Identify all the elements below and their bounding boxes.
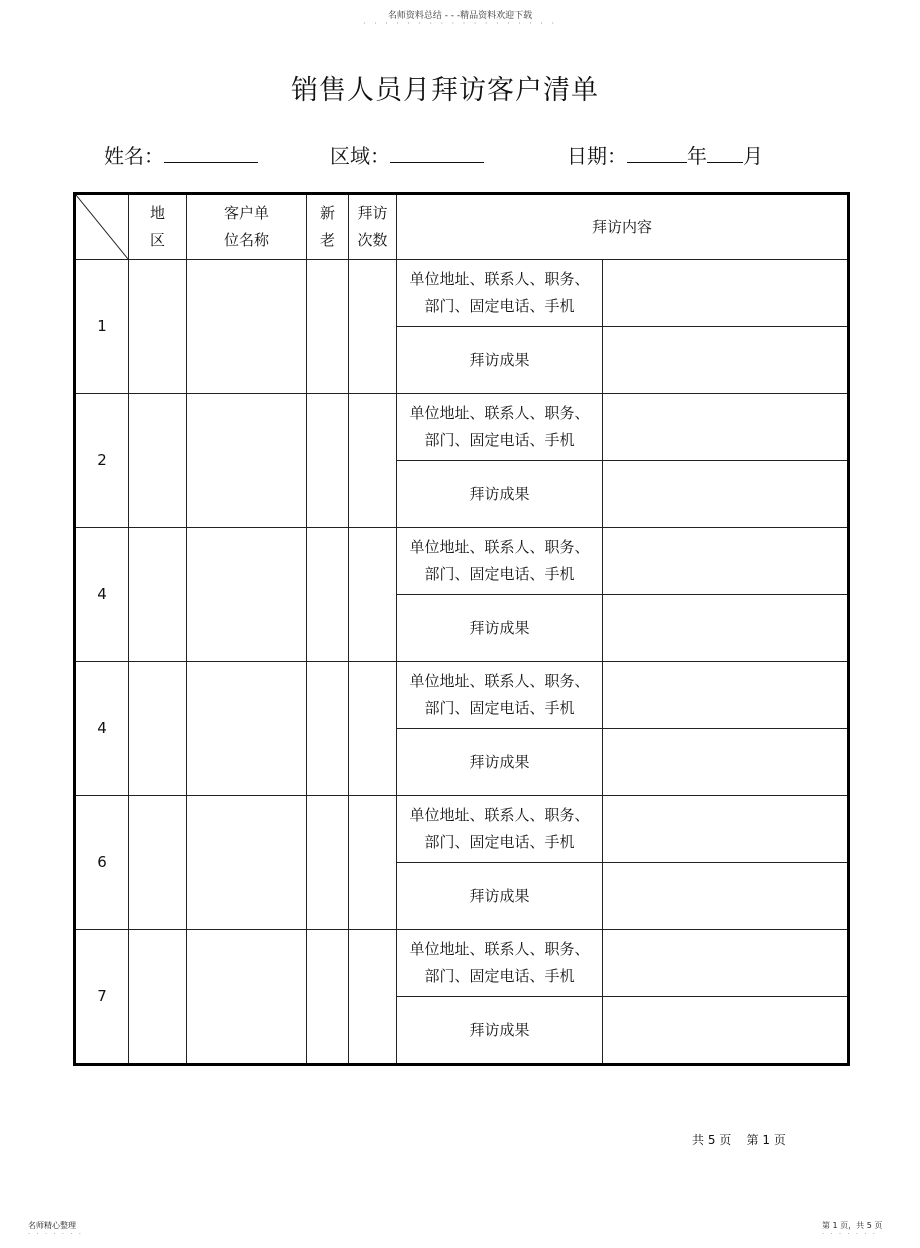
table-row: [75, 662, 849, 729]
result-value-cell[interactable]: [603, 595, 849, 662]
new-old-cell[interactable]: [307, 260, 349, 394]
result-label: 拜访成果: [397, 327, 603, 394]
table-row: [75, 528, 849, 595]
info-value-cell[interactable]: [603, 796, 849, 863]
visits-cell[interactable]: [349, 528, 397, 662]
result-value-cell[interactable]: [603, 327, 849, 394]
info-value-cell[interactable]: [603, 260, 849, 327]
row-number: 2: [75, 394, 129, 528]
page-title: 销售人员月拜访客户清单: [291, 75, 599, 106]
visits-cell[interactable]: [349, 662, 397, 796]
new-old-cell[interactable]: [307, 528, 349, 662]
col-new-old: 新 老: [307, 194, 349, 260]
name-field: [104, 140, 258, 169]
info-label: 单位地址、联系人、职务、 部门、固定电话、手机: [397, 662, 603, 729]
visits-cell[interactable]: [349, 394, 397, 528]
client-cell[interactable]: [187, 662, 307, 796]
col-visits: 拜访 次数: [349, 194, 397, 260]
client-cell[interactable]: [187, 394, 307, 528]
table-row: [75, 930, 849, 997]
col-client: 客户单 位名称: [187, 194, 307, 260]
table-header-row: [75, 194, 849, 260]
visit-table: [73, 192, 850, 1066]
table-row: [75, 394, 849, 461]
info-value-cell[interactable]: [603, 528, 849, 595]
header-note: 名师资料总结 - - -精品资料欢迎下载: [387, 11, 533, 21]
result-value-cell[interactable]: [603, 863, 849, 930]
region-cell[interactable]: [129, 394, 187, 528]
header-dots: · · · · · · · · · · · · · · · · · ·: [362, 19, 557, 28]
col-region: 地 区: [129, 194, 187, 260]
bottom-left-dots: · · · · · · ·: [28, 1230, 83, 1238]
month-suffix: 月: [743, 144, 763, 168]
new-old-cell[interactable]: [307, 394, 349, 528]
region-blank[interactable]: [390, 144, 484, 163]
col-content: 拜访内容: [397, 194, 849, 260]
result-label: 拜访成果: [397, 729, 603, 796]
new-old-cell[interactable]: [307, 662, 349, 796]
page-footer: 共 5 页 第 1 页: [692, 1133, 786, 1147]
bottom-right-dots: · · · · · · ·: [822, 1230, 877, 1238]
visits-cell[interactable]: [349, 930, 397, 1065]
region-cell[interactable]: [129, 796, 187, 930]
region-label: 区域：: [330, 144, 390, 168]
result-label: 拜访成果: [397, 461, 603, 528]
client-cell[interactable]: [187, 260, 307, 394]
bottom-left-note: 名师精心整理: [28, 1221, 76, 1230]
region-cell[interactable]: [129, 930, 187, 1065]
result-label: 拜访成果: [397, 997, 603, 1065]
result-value-cell[interactable]: [603, 729, 849, 796]
result-value-cell[interactable]: [603, 997, 849, 1065]
result-label: 拜访成果: [397, 595, 603, 662]
info-value-cell[interactable]: [603, 662, 849, 729]
diagonal-header-cell: [75, 194, 129, 260]
region-cell[interactable]: [129, 528, 187, 662]
table-row: [75, 260, 849, 327]
region-cell[interactable]: [129, 662, 187, 796]
row-number: 6: [75, 796, 129, 930]
bottom-right-note: 第 1 页，共 5 页: [822, 1221, 883, 1230]
info-label: 单位地址、联系人、职务、 部门、固定电话、手机: [397, 796, 603, 863]
row-number: 7: [75, 930, 129, 1065]
row-number: 4: [75, 528, 129, 662]
region-field: [330, 140, 484, 169]
month-blank[interactable]: [707, 144, 743, 163]
info-label: 单位地址、联系人、职务、 部门、固定电话、手机: [397, 394, 603, 461]
result-value-cell[interactable]: [603, 461, 849, 528]
visits-cell[interactable]: [349, 260, 397, 394]
info-label: 单位地址、联系人、职务、 部门、固定电话、手机: [397, 260, 603, 327]
client-cell[interactable]: [187, 528, 307, 662]
result-label: 拜访成果: [397, 863, 603, 930]
row-number: 1: [75, 260, 129, 394]
info-value-cell[interactable]: [603, 394, 849, 461]
visits-cell[interactable]: [349, 796, 397, 930]
year-blank[interactable]: [627, 144, 687, 163]
info-label: 单位地址、联系人、职务、 部门、固定电话、手机: [397, 930, 603, 997]
date-field: [567, 140, 763, 169]
new-old-cell[interactable]: [307, 796, 349, 930]
year-suffix: 年: [687, 144, 707, 168]
name-blank[interactable]: [164, 144, 258, 163]
info-label: 单位地址、联系人、职务、 部门、固定电话、手机: [397, 528, 603, 595]
new-old-cell[interactable]: [307, 930, 349, 1065]
date-label: 日期：: [567, 144, 627, 168]
client-cell[interactable]: [187, 930, 307, 1065]
row-number: 4: [75, 662, 129, 796]
region-cell[interactable]: [129, 260, 187, 394]
client-cell[interactable]: [187, 796, 307, 930]
name-label: 姓名：: [104, 144, 164, 168]
table-row: [75, 796, 849, 863]
info-value-cell[interactable]: [603, 930, 849, 997]
